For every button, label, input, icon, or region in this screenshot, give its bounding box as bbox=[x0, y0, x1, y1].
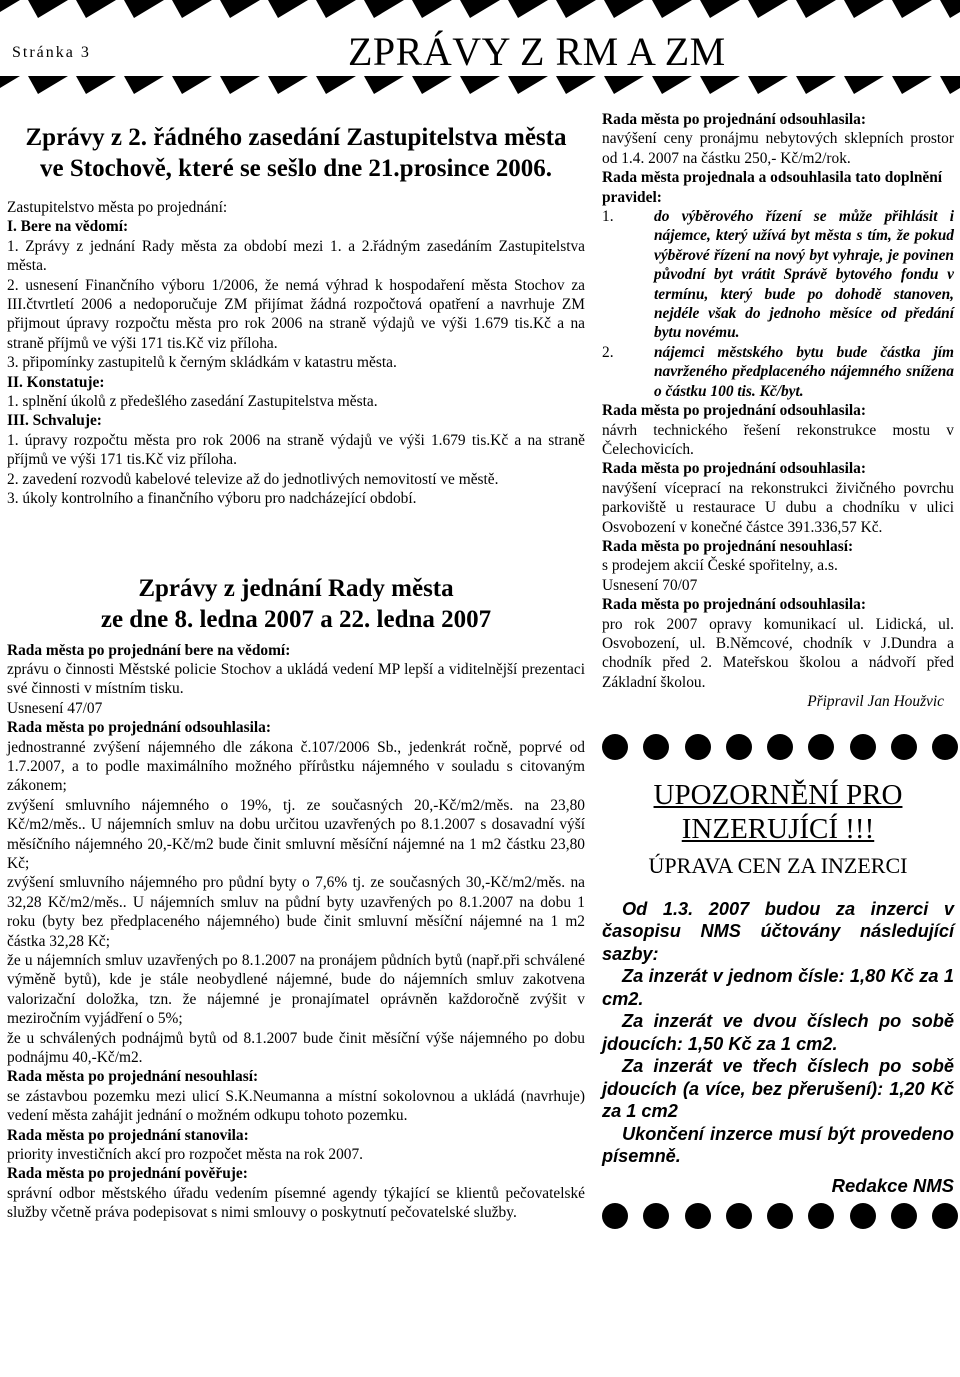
triangle-band-icon bbox=[0, 0, 960, 22]
bullet-dot-icon bbox=[685, 1203, 711, 1229]
triangle-ornament-icon bbox=[316, 76, 356, 94]
list-item: 3. připomínky zastupitelů k černým skládkám v katastru města. bbox=[7, 354, 397, 372]
triangle-ornament-icon bbox=[76, 76, 116, 94]
section-title-zastupitelstvo bbox=[7, 122, 585, 184]
notice-rate: Za inzerát ve třech číslech po sobě jdoucích (a více, bez přerušení): 1,20 Kč za 1 cm2 bbox=[602, 1056, 954, 1122]
resolution-text: zvýšení smluvního nájemného o 19%, tj. ze současných 20,-Kč/m2/měs. na 23,80 Kč/m2/měs.. U nájemních smluv na dobu určitou uzavřených po 8.1.2007 s dosavadní výší měsíčního nájemného 20,-Kč/m2 bude činit smluvní měsíční nájemné na 1 m2 částku 23,80 Kč; bbox=[7, 796, 585, 872]
resolution-heading: Rada města po projednání odsouhlasila: bbox=[602, 460, 866, 478]
resolution-text: zvýšení smluvního nájemného pro půdní byty o 7,6% tj. ze současných 30,-Kč/m2/měs. na 32,28 Kč/m2/měs.. U nájemních smluv na půdní byty uzavřených po 8.1.2007 na dobu 1 roku (byty bez předplaceného nájemného) bude činit smluvní měsíční nájemné na 1 m2 částka 32,28 Kč; bbox=[7, 874, 585, 950]
triangle-ornament-icon bbox=[220, 0, 260, 18]
left-column bbox=[7, 122, 585, 1223]
notice-rate: Za inzerát v jednom čísle: 1,80 Kč za 1 cm2. bbox=[602, 966, 954, 1009]
list-item bbox=[602, 207, 954, 343]
bullet-dot-icon bbox=[850, 1203, 876, 1229]
triangle-ornament-icon bbox=[652, 76, 692, 94]
notice-title-line: UPOZORNĚNÍ PRO bbox=[653, 778, 903, 811]
dot-divider-top bbox=[602, 734, 958, 760]
triangle-ornament-icon bbox=[460, 76, 500, 94]
triangle-ornament-icon bbox=[700, 0, 740, 18]
triangle-ornament-icon bbox=[460, 0, 500, 18]
resolution-heading: Rada města po projednání stanovila: bbox=[7, 1126, 249, 1144]
rule-text: do výběrového řízení se může přihlásit i nájemce, který užívá byt města s tím, že pokud výběrové řízení na nový byt vyhraje, je povinen původní byt vrátit Správě bytového fondu v termínu, který bude po dohodě stanoven, nejdéle však do jednoho měsíce od předání bytu novému. bbox=[654, 208, 954, 342]
triangle-ornament-icon bbox=[748, 0, 788, 18]
header-decoration-top bbox=[0, 0, 960, 22]
bullet-dot-icon bbox=[726, 1203, 752, 1229]
triangle-ornament-icon bbox=[556, 76, 596, 94]
notice-title-line: INZERUJÍCÍ !!! bbox=[681, 812, 875, 845]
triangle-ornament-icon bbox=[700, 76, 740, 94]
triangle-ornament-icon bbox=[748, 76, 788, 94]
triangle-ornament-icon bbox=[172, 76, 212, 94]
bullet-dot-icon bbox=[643, 734, 669, 760]
triangle-ornament-icon bbox=[124, 76, 164, 94]
bullet-dot-icon bbox=[932, 1203, 958, 1229]
resolution-text: pro rok 2007 opravy komunikací ul. Lidická, ul. Osvobození, ul. B.Němcové, chodník v J.Dundra a chodník před 2. Mateřskou školou a nádvoří před Základní školou. bbox=[602, 615, 954, 691]
resolution-heading: Rada města projednala a odsouhlasila tato doplnění pravidel: bbox=[602, 169, 943, 206]
notice-title bbox=[602, 778, 954, 846]
resolution-text: že u schválených podnájmů bytů od 8.1.2007 bude činit měsíční výše nájemného po dobu podnájmu 40,-Kč/m2. bbox=[7, 1029, 585, 1067]
author-signature: Připravil Jan Houžvic bbox=[807, 693, 944, 711]
triangle-ornament-icon bbox=[604, 0, 644, 18]
triangle-ornament-icon bbox=[28, 76, 68, 94]
triangle-ornament-icon bbox=[0, 76, 20, 94]
triangle-ornament-icon bbox=[268, 76, 308, 94]
list-number: 1. bbox=[602, 208, 614, 226]
bullet-dot-icon bbox=[767, 734, 793, 760]
resolution-text: navýšení víceprací na rekonstrukci živičného povrchu parkoviště u restaurace U dubu a chodníku v ulici Osvobození v konečné částce 391.336,57 Kč. bbox=[602, 479, 954, 536]
bullet-dot-icon bbox=[932, 734, 958, 760]
triangle-ornament-icon bbox=[76, 0, 116, 18]
section-title-line: Zprávy z jednání Rady města bbox=[138, 574, 454, 602]
masthead-title: ZPRÁVY Z RM A ZM bbox=[348, 29, 726, 74]
resolution-text: se zástavbou pozemku mezi ulicí S.K.Neumanna a místní sokolovnou a ukládá (navrhuje) vedení města zahájit jednání o možném odkupu tohoto pozemku. bbox=[7, 1087, 585, 1125]
notice-rate: Za inzerát ve dvou číslech po sobě jdoucích: 1,50 Kč za 1 cm2. bbox=[602, 1011, 954, 1054]
list-item: 2. zavedení rozvodů kabelové televize až do jednotlivých nemovitostí ve městě. bbox=[7, 470, 499, 488]
triangle-ornament-icon bbox=[412, 76, 452, 94]
resolution-text: že u nájemních smluv uzavřených po 8.1.2007 na pronájem půdních bytů (např.při schválené výměně bytů), kde je stále neobydlené nájemné, bude do nájemních smluv zakotvena valorizační doložka, tzn. že nájemné je pronajímatel oprávněn každoročně zvýšit v meziročním vyjádření o 5%; bbox=[7, 952, 585, 1028]
bullet-dot-icon bbox=[850, 734, 876, 760]
triangle-ornament-icon bbox=[220, 76, 260, 94]
resolution-heading: Rada města po projednání odsouhlasila: bbox=[602, 596, 866, 614]
resolution-text: návrh technického řešení rekonstrukce mostu v Čelechovicích. bbox=[602, 421, 954, 458]
bullet-dot-icon bbox=[891, 1203, 917, 1229]
section-title-line: Zprávy z 2. řádného zasedání Zastupitelstva města bbox=[25, 124, 567, 151]
list-item: 2. usnesení Finančního výboru 1/2006, že nemá výhrad k hospodaření města Stochov za III.čtvrtletí 2006 a nedoporučuje ZM přijímat žádná rozpočtová opatření a navrhuje ZM přijmout úpravy rozpočtu města pro rok 2006 na straně výdajů ve výši 1.679 tis.Kč a na straně příjmů ve výši 171 tis.Kč viz příloha. bbox=[7, 276, 585, 352]
dot-divider-bottom bbox=[602, 1203, 958, 1229]
notice-signature: Redakce NMS bbox=[831, 1174, 954, 1196]
triangle-ornament-icon bbox=[508, 76, 548, 94]
triangle-ornament-icon bbox=[508, 0, 548, 18]
triangle-ornament-icon bbox=[604, 76, 644, 94]
triangle-ornament-icon bbox=[940, 76, 960, 94]
triangle-ornament-icon bbox=[172, 0, 212, 18]
bullet-dot-icon bbox=[808, 734, 834, 760]
resolution-heading: Rada města po projednání nesouhlasí: bbox=[7, 1068, 259, 1086]
resolution-text: navýšení ceny pronájmu nebytových sklepních prostor od 1.4. 2007 na částku 250,- Kč/m2/rok. bbox=[602, 130, 954, 167]
triangle-ornament-icon bbox=[892, 0, 932, 18]
list-item: 3. úkoly kontrolního a finančního výboru pro nadcházející období. bbox=[7, 490, 417, 508]
list-number: 2. bbox=[602, 343, 614, 361]
triangle-ornament-icon bbox=[364, 0, 404, 18]
bullet-dot-icon bbox=[643, 1203, 669, 1229]
notice-subtitle: ÚPRAVA CEN ZA INZERCI bbox=[648, 852, 908, 878]
triangle-ornament-icon bbox=[412, 0, 452, 18]
resolution-text: zprávu o činnosti Městské policie Stochov a ukládá vedení MP lepší a viditelnější prezentaci své činnosti v místním tisku. bbox=[7, 660, 585, 698]
notice-body bbox=[602, 898, 954, 1168]
resolution-text: priority investičních akcí pro rozpočet města na rok 2007. bbox=[7, 1146, 364, 1164]
triangle-ornament-icon bbox=[268, 0, 308, 18]
page-label: Stránka 3 bbox=[12, 44, 91, 61]
triangle-ornament-icon bbox=[844, 76, 884, 94]
header-decoration-bottom bbox=[0, 76, 960, 98]
bullet-dot-icon bbox=[767, 1203, 793, 1229]
triangle-ornament-icon bbox=[0, 0, 20, 18]
resolution-heading: Rada města po projednání bere na vědomí: bbox=[7, 641, 291, 659]
resolution-heading: Rada města po projednání odsouhlasila: bbox=[602, 402, 866, 420]
subsection-heading: II. Konstatuje: bbox=[7, 373, 105, 391]
bullet-dot-icon bbox=[726, 734, 752, 760]
resolution-heading: Rada města po projednání pověřuje: bbox=[7, 1165, 248, 1183]
triangle-ornament-icon bbox=[124, 0, 164, 18]
resolution-heading: Rada města po projednání odsouhlasila: bbox=[7, 719, 271, 737]
list-item: 1. úpravy rozpočtu města pro rok 2006 na straně výdajů ve výši 1.679 tis.Kč a na straně příjmů ve výši 171 tis.Kč viz příloha. bbox=[7, 431, 585, 469]
notice-intro: Od 1.3. 2007 budou za inzerci v časopisu NMS účtovány následující sazby: bbox=[602, 898, 954, 964]
triangle-ornament-icon bbox=[556, 0, 596, 18]
triangle-ornament-icon bbox=[364, 76, 404, 94]
triangle-ornament-icon bbox=[796, 0, 836, 18]
subsection-heading: III. Schvaluje: bbox=[7, 412, 102, 430]
list-item: 1. splnění úkolů z předešlého zasedání Zastupitelstva města. bbox=[7, 393, 378, 411]
triangle-ornament-icon bbox=[844, 0, 884, 18]
list-item: 1. Zprávy z jednání Rady města za období mezi 1. a 2.řádným zasedáním Zastupitelstva města. bbox=[7, 237, 585, 275]
notice-rate: Ukončení inzerce musí být provedeno písemně. bbox=[602, 1123, 954, 1167]
bullet-dot-icon bbox=[891, 734, 917, 760]
triangle-ornament-icon bbox=[652, 0, 692, 18]
triangle-ornament-icon bbox=[316, 0, 356, 18]
resolution-heading: Rada města po projednání odsouhlasila: bbox=[602, 111, 866, 128]
subsection-heading: I. Bere na vědomí: bbox=[7, 218, 129, 236]
rules-list bbox=[602, 207, 954, 401]
triangle-ornament-icon bbox=[940, 0, 960, 18]
resolution-text: správní odbor městského úřadu vedením písemné agendy týkající se klientů pečovatelské služby včetně práva podepisovat s nimi smlouvy o poskytnutí pečovatelské služby. bbox=[7, 1184, 585, 1222]
triangle-ornament-icon bbox=[796, 76, 836, 94]
bullet-dot-icon bbox=[602, 734, 628, 760]
section-title-rada bbox=[7, 573, 585, 635]
section-title-line: ze dne 8. ledna 2007 a 22. ledna 2007 bbox=[100, 605, 492, 633]
triangle-ornament-icon bbox=[892, 76, 932, 94]
right-column bbox=[602, 110, 954, 1229]
rule-text: nájemci městského bytu bude částka jím navrženého předplaceného nájemného snížena o částku 100 tis. Kč/byt. bbox=[654, 343, 954, 400]
intro-text: Zastupitelstvo města po projednání: bbox=[7, 199, 228, 216]
resolution-number: Usnesení 70/07 bbox=[602, 576, 698, 594]
triangle-band-icon bbox=[0, 76, 960, 98]
section-title-line: ve Stochově, které se sešlo dne 21.prosince 2006. bbox=[40, 155, 552, 182]
resolution-heading: Rada města po projednání nesouhlasí: bbox=[602, 537, 854, 555]
bullet-dot-icon bbox=[602, 1203, 628, 1229]
resolution-text: jednostranné zvýšení nájemného dle zákona č.107/2006 Sb., jedenkrát ročně, poprvé od 1.7.2007, a to podle maximálního možného přírůstku nájemného v souladu s citovaným zákonem; bbox=[7, 738, 585, 795]
bullet-dot-icon bbox=[685, 734, 711, 760]
triangle-ornament-icon bbox=[28, 0, 68, 18]
resolution-number: Usnesení 47/07 bbox=[7, 699, 103, 717]
bullet-dot-icon bbox=[808, 1203, 834, 1229]
resolution-text: s prodejem akcií České spořitelny, a.s. bbox=[602, 557, 838, 575]
list-item bbox=[602, 343, 954, 401]
